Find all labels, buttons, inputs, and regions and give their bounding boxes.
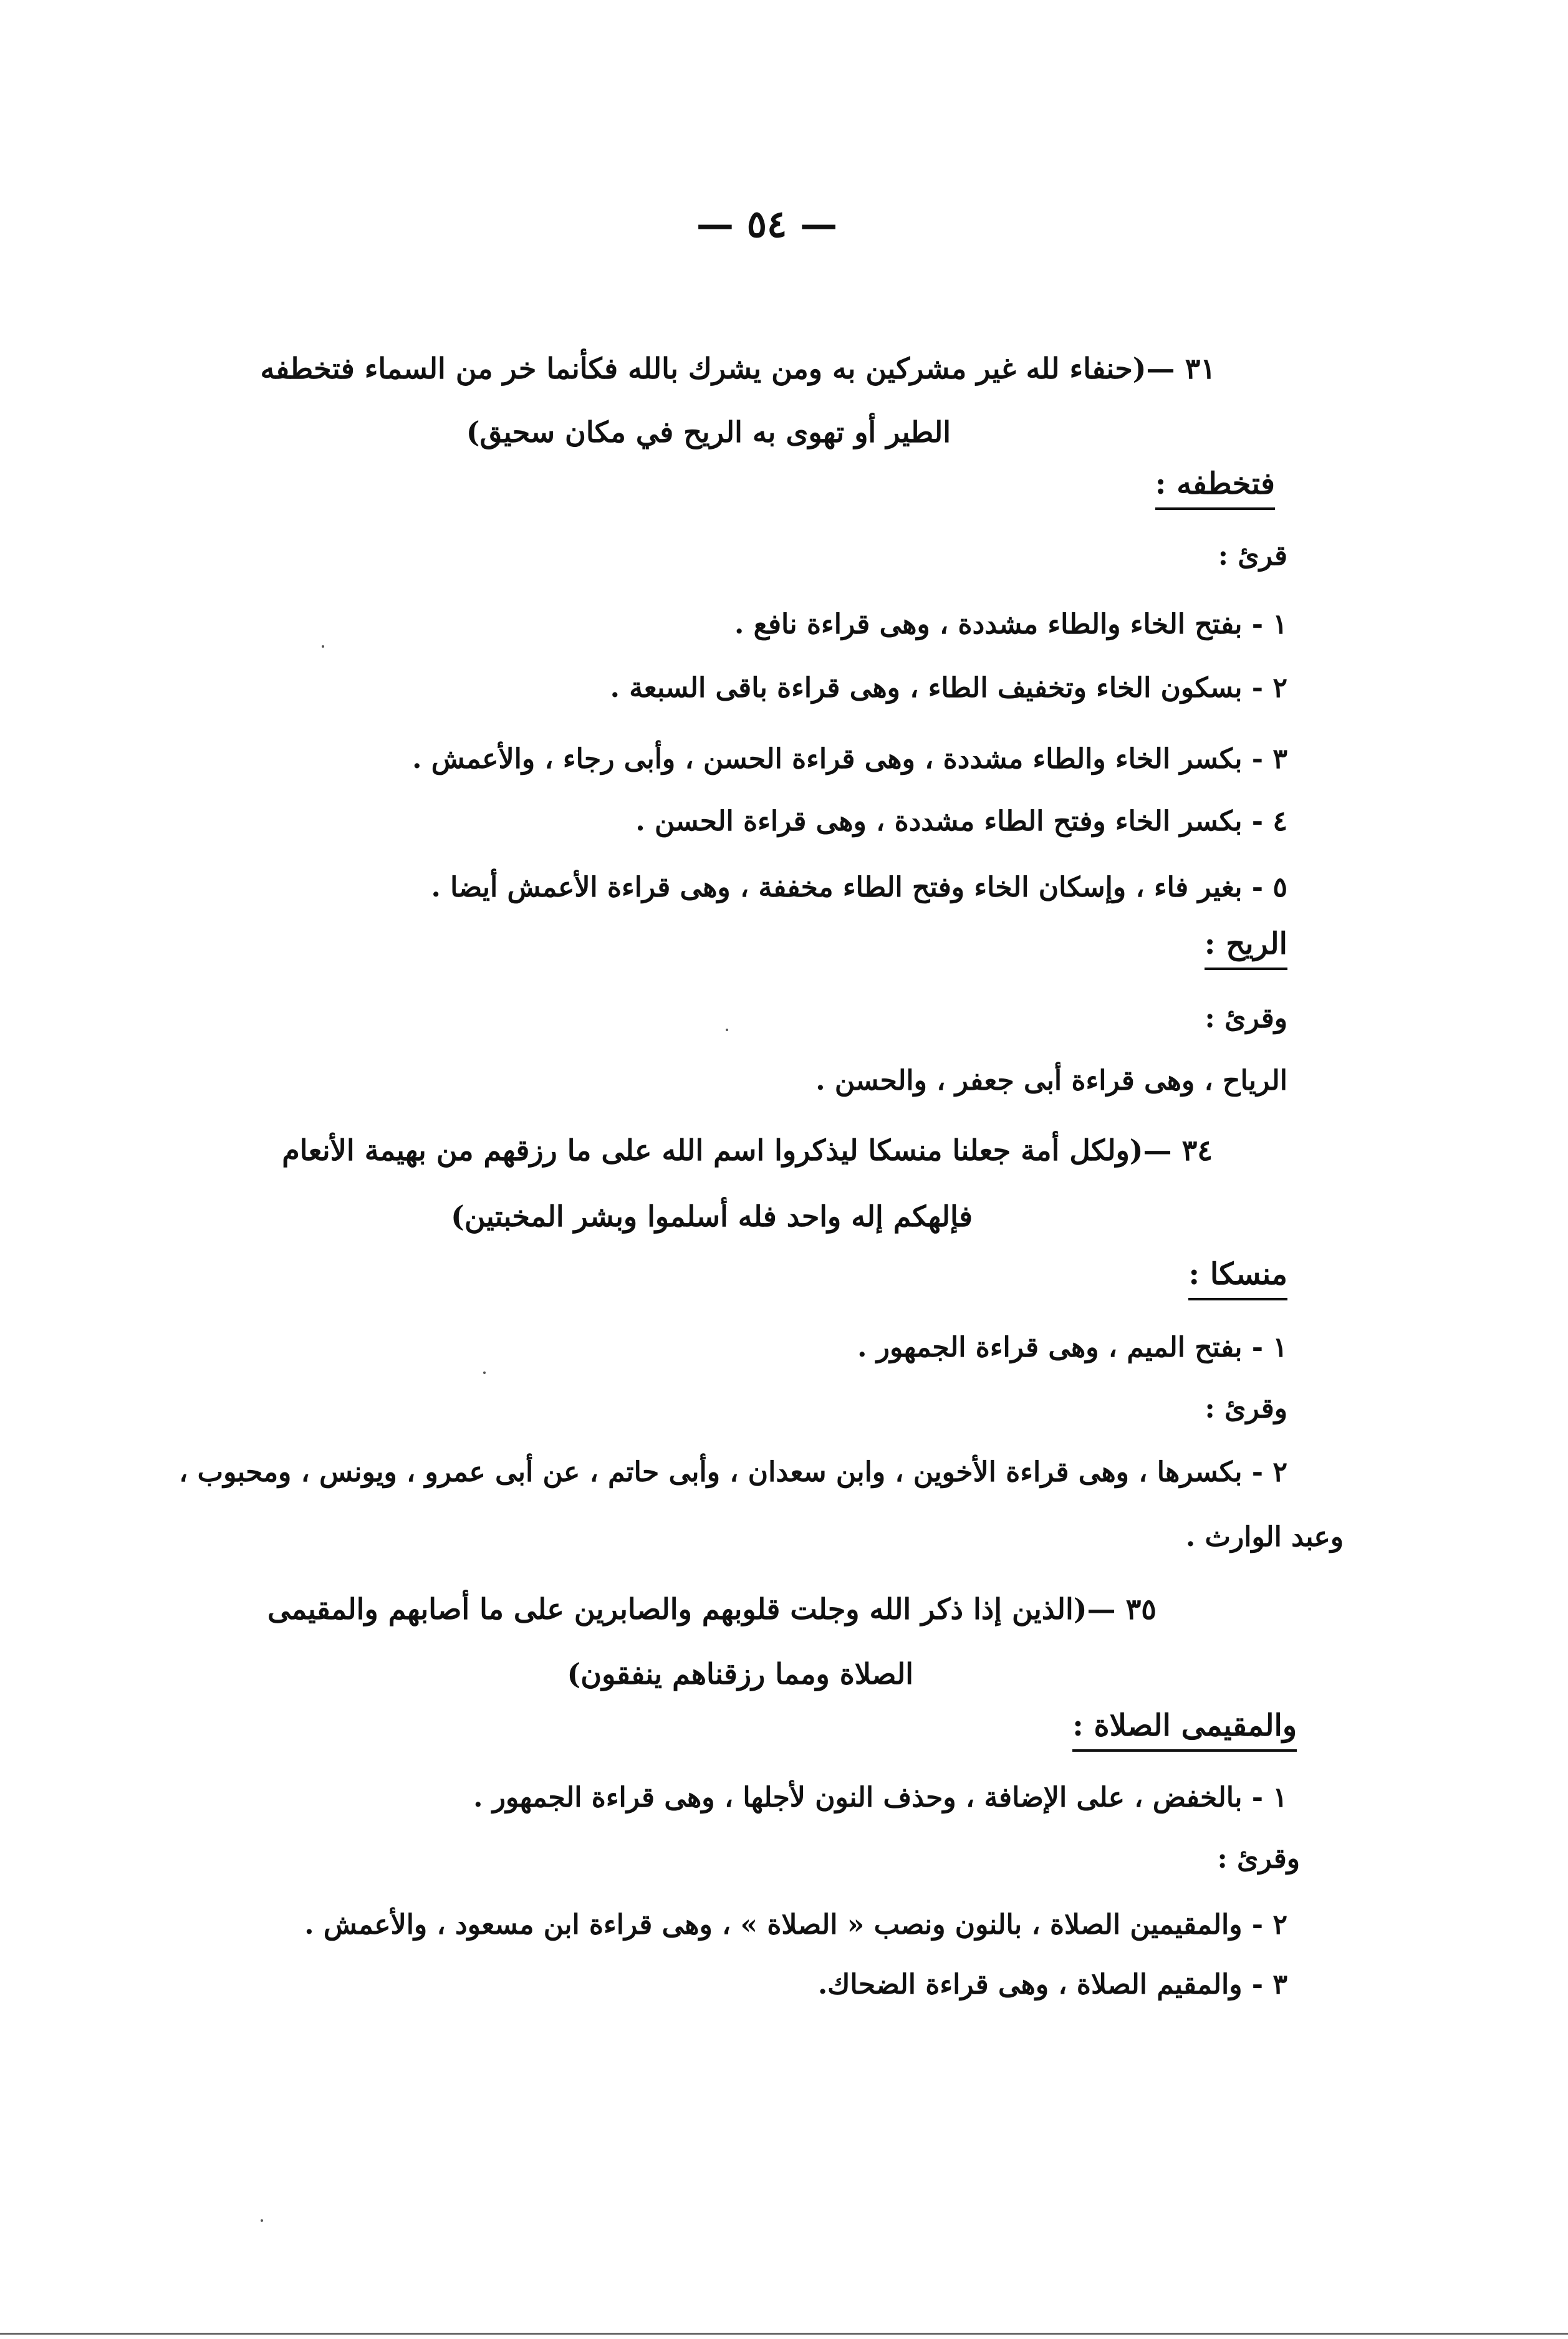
reading-item-continuation: وعبد الوارث . [1185, 1521, 1344, 1553]
reading-item: ٤ - بكسر الخاء وفتح الطاء مشددة ، وهى قراءة الحسن . [635, 805, 1287, 837]
reading-item: ٢ - بسكون الخاء وتخفيف الطاء ، وهى قراءة باقى السبعة . [610, 672, 1287, 704]
heading-fatakhattafahu: فتخطفه : [1155, 469, 1275, 510]
heading-alrih: الريح : [1205, 929, 1287, 970]
scan-speck [726, 1029, 728, 1031]
reading-item: ٢ - بكسرها ، وهى قراءة الأخوين ، وابن سعدان ، وأبى حاتم ، عن أبى عمرو ، ويونس ، ومحبوب ، [179, 1456, 1287, 1488]
verse-35-line-1: ٣٥ —(الذين إذا ذكر الله وجلت قلوبهم والصابرين على ما أصابهم والمقيمى [267, 1592, 1157, 1626]
heading-walmuqimi-assalat: والمقيمى الصلاة : [1072, 1711, 1297, 1752]
verse-31-line-2: الطير أو تهوى به الريح في مكان سحيق) [466, 415, 951, 449]
page-number: — ٥٤ — [696, 203, 838, 246]
qurri-label: وقرئ : [1205, 1393, 1287, 1424]
reading-item: ١ - بالخفض ، على الإضافة ، وحذف النون لأجلها ، وهى قراءة الجمهور . [473, 1782, 1287, 1813]
verse-34-line-2: فإلهكم إله واحد فله أسلموا وبشر المخبتين) [451, 1199, 973, 1233]
scan-speck [322, 645, 324, 648]
qurri-label: وقرئ : [1205, 1002, 1287, 1034]
verse-35-line-2: الصلاة ومما رزقناهم ينفقون) [567, 1657, 913, 1691]
reading-item: ١ - بفتح الميم ، وهى قراءة الجمهور . [857, 1332, 1287, 1363]
reading-item: ١ - بفتح الخاء والطاء مشددة ، وهى قراءة نافع . [734, 608, 1287, 640]
scan-bottom-edge [0, 2333, 1568, 2335]
scan-speck [483, 1371, 486, 1374]
verse-34-line-1: ٣٤ —(ولكل أمة جعلنا منسكا ليذكروا اسم الله على ما رزقهم من بهيمة الأنعام [282, 1133, 1213, 1167]
reading-item: ٢ - والمقيمين الصلاة ، بالنون ونصب « الصلاة » ، وهى قراءة ابن مسعود ، والأعمش . [304, 1909, 1287, 1941]
qurri-label: وقرئ : [1217, 1843, 1300, 1875]
heading-mansakan: منسكا : [1188, 1259, 1287, 1300]
reading-item: ٥ - بغير فاء ، وإسكان الخاء وفتح الطاء مخففة ، وهى قراءة الأعمش أيضا . [431, 872, 1287, 903]
reading-item: الرياح ، وهى قراءة أبى جعفر ، والحسن . [815, 1065, 1287, 1097]
scan-speck [261, 2219, 263, 2222]
reading-item: ٣ - والمقيم الصلاة ، وهى قراءة الضحاك. [817, 1969, 1287, 2000]
reading-item: ٣ - بكسر الخاء والطاء مشددة ، وهى قراءة الحسن ، وأبى رجاء ، والأعمش . [412, 743, 1287, 775]
qurri-label: قرئ : [1218, 540, 1287, 572]
verse-31-line-1: ٣١ —(حنفاء لله غير مشركين به ومن يشرك بالله فكأنما خر من السماء فتخطفه [260, 352, 1216, 385]
